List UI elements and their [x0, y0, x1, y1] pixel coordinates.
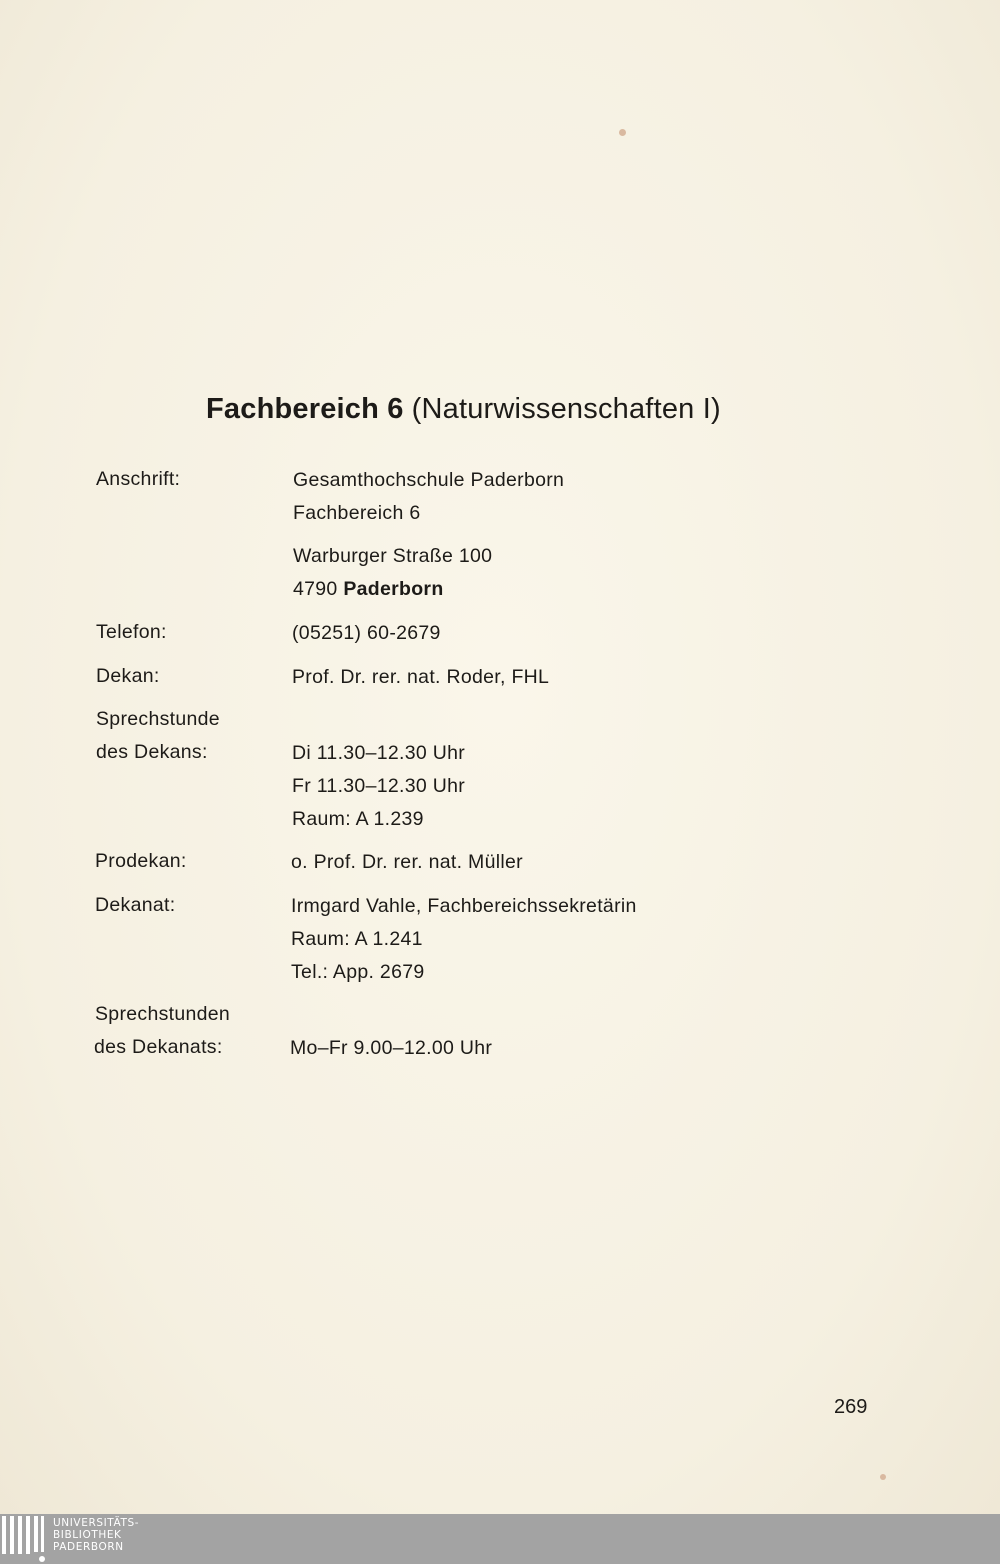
library-name-line-2: BIBLIOTHEK — [53, 1529, 122, 1541]
sprechstunden-value: Mo–Fr 9.00–12.00 Uhr — [290, 1037, 493, 1059]
anschrift-line-4 — [293, 578, 444, 601]
anschrift-line-1: Gesamthochschule Paderborn — [293, 469, 565, 491]
postal-code: 4790 — [293, 578, 338, 600]
library-name-line-1: UNIVERSITÄTS- — [53, 1517, 140, 1529]
sprechstunde-line-2: Fr 11.30–12.30 Uhr — [292, 775, 466, 797]
sprechstunden-label-2: des Dekanats: — [94, 1036, 223, 1058]
sprechstunden-label-1: Sprechstunden — [95, 1003, 231, 1025]
dekanat-label: Dekanat: — [95, 894, 176, 916]
dekanat-line-2: Raum: A 1.241 — [291, 928, 423, 950]
prodekan-value: o. Prof. Dr. rer. nat. Müller — [291, 851, 523, 873]
barcode-logo-icon — [2, 1516, 48, 1562]
sprechstunde-label-1: Sprechstunde — [96, 708, 220, 730]
sprechstunde-line-1: Di 11.30–12.30 Uhr — [292, 742, 466, 764]
dekan-value: Prof. Dr. rer. nat. Roder, FHL — [292, 666, 550, 688]
title-bold: Fachbereich 6 — [206, 393, 404, 425]
anschrift-label: Anschrift: — [96, 468, 181, 490]
telefon-label: Telefon: — [96, 621, 167, 643]
dekanat-line-3: Tel.: App. 2679 — [291, 961, 425, 983]
city-name: Paderborn — [343, 578, 444, 600]
sprechstunde-line-3: Raum: A 1.239 — [292, 808, 424, 830]
dekan-label: Dekan: — [96, 665, 160, 687]
page-number: 269 — [834, 1396, 868, 1418]
paper-speck — [880, 1474, 886, 1480]
telefon-value: (05251) 60-2679 — [292, 622, 441, 644]
paper-speck — [619, 129, 626, 136]
prodekan-label: Prodekan: — [95, 850, 187, 872]
sprechstunde-label-2: des Dekans: — [96, 741, 208, 763]
library-name — [53, 1517, 139, 1553]
library-name-line-3: PADERBORN — [53, 1541, 124, 1553]
anschrift-line-2: Fachbereich 6 — [293, 502, 421, 524]
title-subtitle: (Naturwissenschaften I) — [411, 393, 721, 425]
dekanat-line-1: Irmgard Vahle, Fachbereichssekretärin — [291, 895, 637, 917]
page-title — [206, 393, 721, 426]
library-footer — [0, 1514, 1000, 1564]
anschrift-line-3: Warburger Straße 100 — [293, 545, 493, 567]
